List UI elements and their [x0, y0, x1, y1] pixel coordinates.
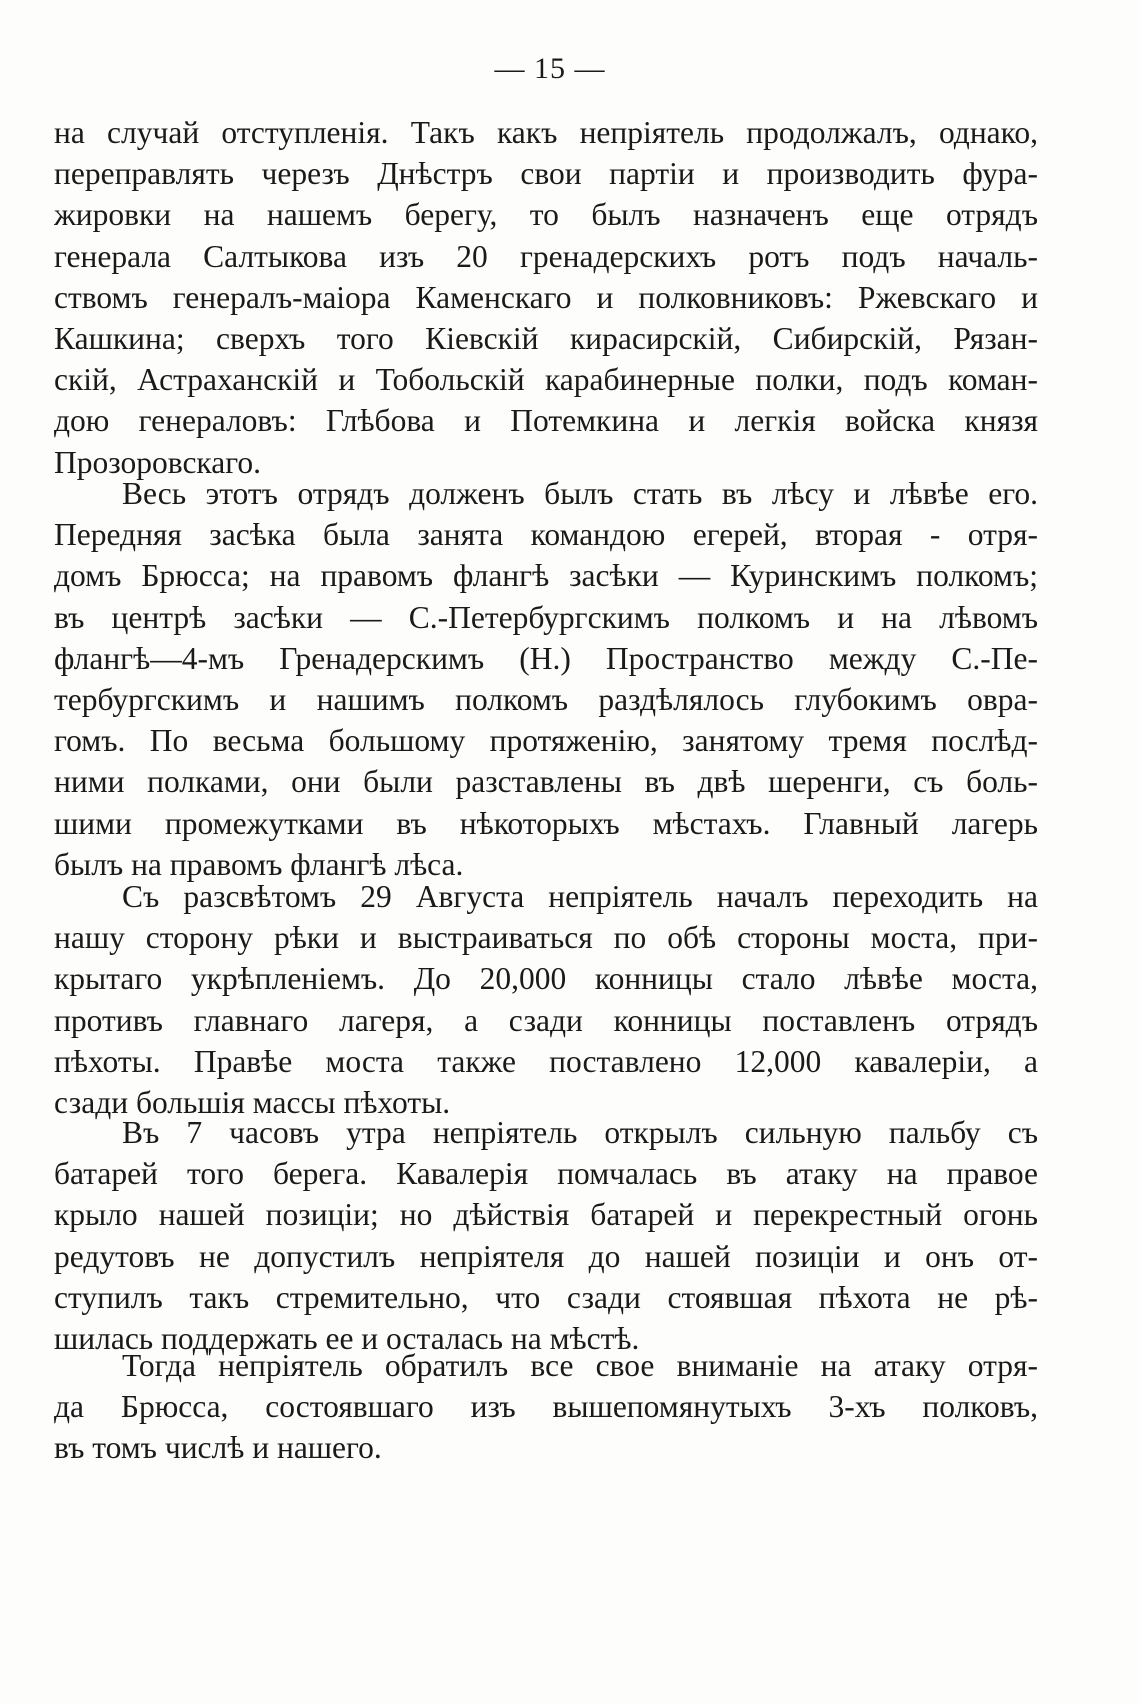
text-line: въ томъ числѣ и нашего. [54, 1430, 382, 1466]
text-line: крыло нашей позиціи; но дѣйствія батарей и перекрестный огонь [54, 1197, 1038, 1233]
text-line: Передняя засѣка была занята командою егерей, вторая - отря- [54, 517, 1038, 553]
page-number: — 15 — [494, 52, 606, 85]
text-line: ступилъ такъ стремительно, что сзади стоявшая пѣхота не рѣ- [54, 1279, 1038, 1315]
text-line: батарей того берега. Кавалерія помчалась въ атаку на правое [54, 1156, 1038, 1192]
text-line: ствомъ генералъ-маіора Каменскаго и полковниковъ: Ржевскаго и [54, 279, 1038, 315]
paragraph-3 [54, 876, 1038, 1123]
text-line: дою генераловъ: Глѣбова и Потемкина и легкія войска князя [54, 403, 1038, 439]
text-line: крытаго укрѣпленіемъ. До 20,000 конницы стало лѣвѣе моста, [54, 961, 1038, 997]
text-line: да Брюсса, состоявшаго изъ вышепомянутыхъ 3-хъ полковъ, [54, 1389, 1038, 1425]
paragraph-2 [54, 473, 1038, 885]
text-line: на случай отступленія. Такъ какъ непріятель продолжалъ, однако, [54, 115, 1038, 150]
text-line: сзади большія массы пѣхоты. [54, 1084, 451, 1120]
text-line: переправлять черезъ Днѣстръ свои партіи и производить фура- [54, 156, 1038, 192]
text-line: гомъ. По весьма большому протяженію, занятому тремя послѣд- [54, 723, 1038, 759]
paragraph-5 [54, 1345, 1038, 1469]
text-line: Тогда непріятель обратилъ все свое вниманіе на атаку отря- [122, 1348, 1038, 1383]
text-line: флангѣ—4-мъ Гренадерскимъ (Н.) Пространство между С.-Пе- [54, 640, 1038, 676]
text-line: былъ на правомъ флангѣ лѣса. [54, 846, 464, 882]
text-line: нашу сторону рѣки и выстраиваться по обѣ стороны моста, при- [54, 920, 1038, 956]
paragraph-4 [54, 1112, 1038, 1359]
text-line: генерала Салтыкова изъ 20 гренадерскихъ ротъ подъ началь- [54, 238, 1038, 274]
paragraph-1 [54, 112, 1038, 483]
text-line: редутовъ не допустилъ непріятеля до нашей позиціи и онъ от- [54, 1238, 1038, 1274]
text-line: Прозоровскаго. [54, 444, 261, 480]
text-line: шилась поддержать ее и осталась на мѣстѣ. [54, 1320, 640, 1356]
text-line: противъ главнаго лагеря, а сзади конницы поставленъ отрядъ [54, 1002, 1038, 1038]
text-line: Весь этотъ отрядъ долженъ былъ стать въ лѣсу и лѣвѣе его. [122, 476, 1038, 511]
text-line: Въ 7 часовъ утра непріятель открылъ сильную пальбу съ [122, 1115, 1038, 1150]
text-line: тербургскимъ и нашимъ полкомъ раздѣлялось глубокимъ овра- [54, 681, 1038, 717]
text-line: жировки на нашемъ берегу, то былъ назначенъ еще отрядъ [54, 197, 1038, 233]
text-line: ними полками, они были разставлены въ двѣ шеренги, съ боль- [54, 764, 1038, 800]
text-line: Съ разсвѣтомъ 29 Августа непріятель началъ переходить на [122, 879, 1038, 914]
text-line: шими промежутками въ нѣкоторыхъ мѣстахъ. Главный лагерь [54, 805, 1038, 841]
text-line: скій, Астраханскій и Тобольскій карабинерные полки, подъ коман- [54, 362, 1038, 398]
text-line: пѣхоты. Правѣе моста также поставлено 12,000 кавалеріи, а [54, 1043, 1038, 1079]
text-line: домъ Брюсса; на правомъ флангѣ засѣки — Куринскимъ полкомъ; [54, 558, 1038, 594]
text-line: въ центрѣ засѣки — С.-Петербургскимъ полкомъ и на лѣвомъ [54, 599, 1038, 635]
text-line: Кашкина; сверхъ того Кіевскій кирасирскій, Сибирскій, Рязан- [54, 320, 1038, 356]
